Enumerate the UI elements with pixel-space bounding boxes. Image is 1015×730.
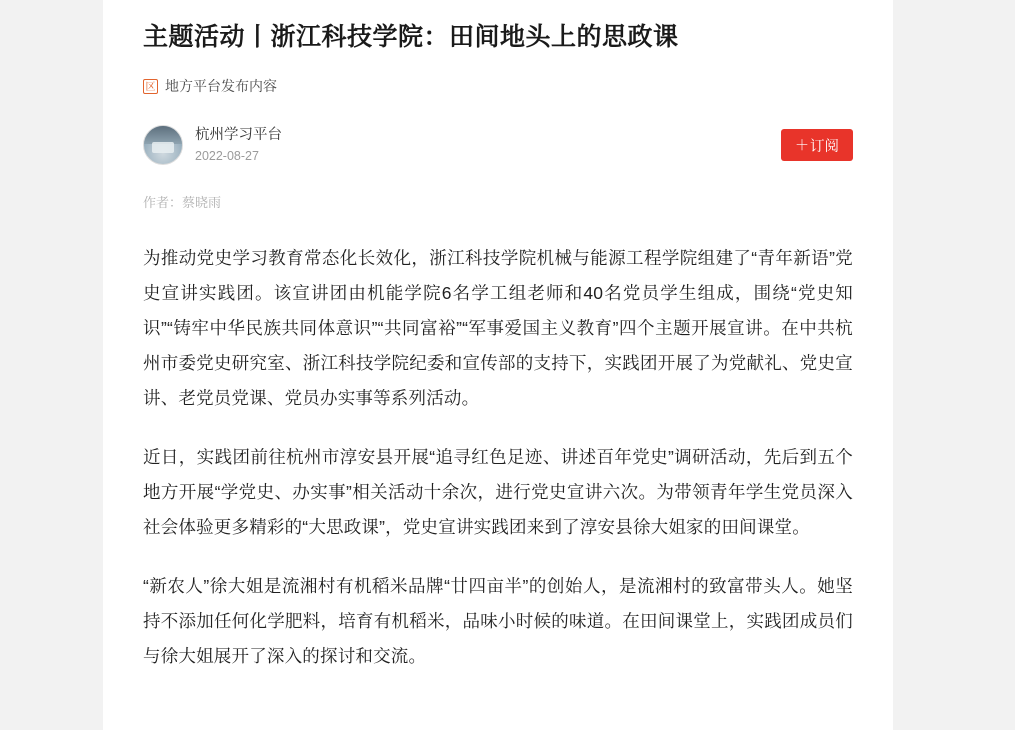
platform-badge-row: [143, 76, 853, 96]
page-title: 主题活动丨浙江科技学院：田间地头上的思政课: [143, 23, 679, 51]
author-line: 作者：蔡晓雨: [143, 195, 222, 210]
subscribe-label: 订阅: [810, 138, 839, 155]
article-paragraph: 近日，实践团前往杭州市淳安县开展“追寻红色足迹、讲述百年党史”调研活动，先后到五个地方开展“学党史、办实事”相关活动十余次，进行党史宣讲六次。为带领青年学生党员深入社会体验更多精彩的“大思政课”，党史宣讲实践团来到了淳安县徐大姐家的田间课堂。: [143, 447, 853, 537]
source-name[interactable]: 杭州学习平台: [195, 127, 282, 143]
subscribe-button[interactable]: [781, 129, 853, 161]
source-info: [195, 125, 282, 165]
avatar[interactable]: [143, 125, 183, 165]
article-meta-row: [143, 123, 853, 167]
plus-icon: ＋: [795, 137, 809, 153]
article-body: [143, 241, 853, 674]
article-paragraph: 为推动党史学习教育常态化长效化，浙江科技学院机械与能源工程学院组建了“青年新语”党史宣讲实践团。该宣讲团由机能学院6名学工组老师和40名党员学生组成，围绕“党史知识”“铸牢中华民族共同体意识”“共同富裕”“军事爱国主义教育”四个主题开展宣讲。在中共杭州市委党史研究室、浙江科技学院纪委和宣传部的支持下，实践团开展了为党献礼、党史宣讲、老党员党课、党员办实事等系列活动。: [143, 248, 853, 408]
publish-date: 2022-08-27: [195, 149, 259, 163]
article-paragraph: “新农人”徐大姐是流湘村有机稻米品牌“廿四亩半”的创始人，是流湘村的致富带头人。她坚持不添加任何化学肥料，培育有机稻米，品味小时候的味道。在田间课堂上，实践团成员们与徐大姐展开了深入的探讨和交流。: [143, 576, 853, 666]
platform-badge-label: 地方平台发布内容: [165, 78, 277, 94]
article-card: [103, 0, 893, 730]
local-platform-icon: 区: [143, 79, 158, 94]
